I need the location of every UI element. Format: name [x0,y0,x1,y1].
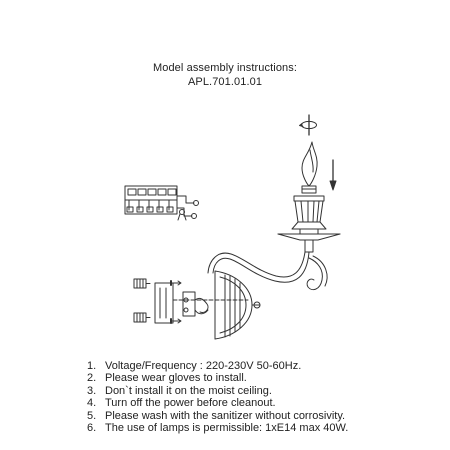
wall-plug-top-icon [134,279,150,288]
instruction-item: 2. Please wear gloves to install. [87,372,247,385]
model-number: APL.701.01.01 [187,76,263,88]
instruction-item: 6. The use of lamps is permissible: 1xE14 max 40W. [87,422,349,435]
document-title: Model assembly instructions: [152,62,298,74]
candle-bulb-icon [302,142,317,193]
rotate-icon [300,115,317,135]
insert-direction-arrow-icon [330,160,336,190]
instruction-item: 5. Please wash with the sanitizer without corrosivity. [87,409,346,422]
instruction-item: 1. Voltage/Frequency : 220-230V 50-60Hz. [87,360,302,372]
lamp-holder-icon [278,196,340,252]
wall-plug-bottom-icon [134,313,150,322]
mounting-bracket-icon [155,283,208,323]
instruction-item: 3. Don`t install it on the moist ceiling. [87,384,272,397]
lamp-arm-icon [208,252,327,290]
wall-canopy-icon [215,271,260,339]
instructions-list [87,360,348,434]
terminal-block-icon [125,186,199,220]
instruction-item: 4. Turn off the power before cleanout. [87,397,276,410]
